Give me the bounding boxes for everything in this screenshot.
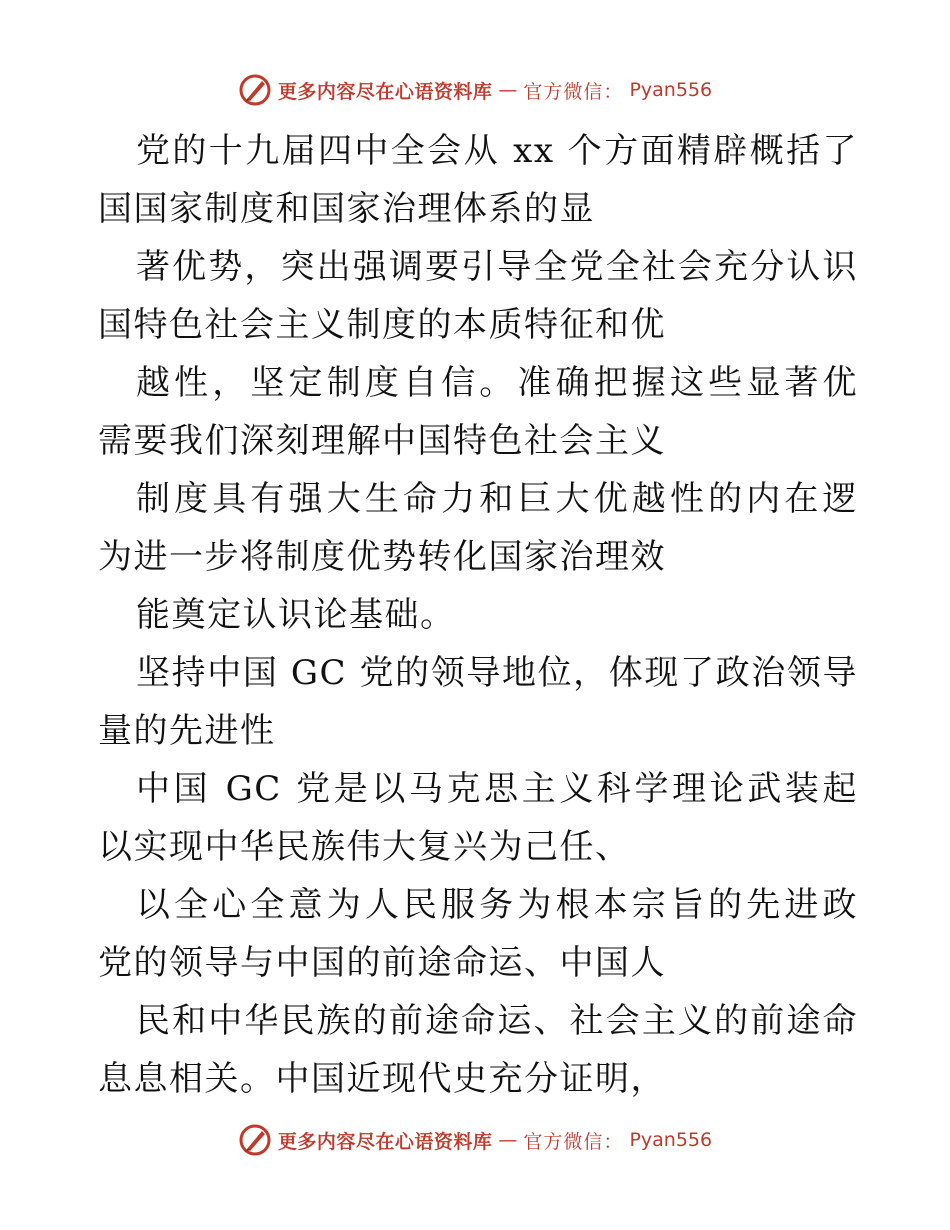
text-line: 以实现中华民族伟大复兴为己任、 <box>98 827 631 867</box>
banner-wechat-label: 官方微信： <box>523 1130 624 1153</box>
text-line: 党的领导与中国的前途命运、中国人 <box>98 943 666 983</box>
text-line: 民和中华民族的前途命运、社会主义的前途命 <box>136 1001 858 1041</box>
text-line: 党的十九届四中全会从 xx 个方面精辟概括了 <box>136 131 858 171</box>
banner-slogan: 更多内容尽在心语资料库 <box>277 1130 493 1153</box>
quill-logo-icon <box>238 73 272 107</box>
text-line: 制度具有强大生命力和巨大优越性的内在逻 <box>136 479 858 519</box>
text-line: 中国 GC 党是以马克思主义科学理论武装起 <box>136 769 858 809</box>
banner-slogan: 更多内容尽在心语资料库 <box>277 80 493 103</box>
body-text <box>98 122 858 1108</box>
text-line: 量的先进性 <box>98 711 276 751</box>
banner-wechat-label: 官方微信： <box>523 80 624 103</box>
banner-wechat-id: Pyan556 <box>629 79 713 101</box>
text-line: 坚持中国 GC 党的领导地位，体现了政治领导 <box>136 653 858 693</box>
banner-separator: — <box>498 1129 518 1151</box>
text-line: 息息相关。中国近现代史充分证明， <box>98 1059 666 1099</box>
text-line: 越性，坚定制度自信。准确把握这些显著优 <box>136 363 858 403</box>
text-line: 需要我们深刻理解中国特色社会主义 <box>98 421 666 461</box>
text-line: 以全心全意为人民服务为根本宗旨的先进政 <box>136 885 858 925</box>
text-line: 国国家制度和国家治理体系的显 <box>98 189 595 229</box>
text-line: 国特色社会主义制度的本质特征和优 <box>98 305 666 345</box>
footer-banner <box>0 1120 950 1160</box>
text-line: 著优势，突出强调要引导全党全社会充分认识 <box>136 247 858 287</box>
text-line: 为进一步将制度优势转化国家治理效 <box>98 537 666 577</box>
text-line: 能奠定认识论基础。 <box>136 595 456 635</box>
header-banner <box>0 70 950 110</box>
banner-separator: — <box>498 79 518 101</box>
banner-wechat-id: Pyan556 <box>629 1129 713 1151</box>
quill-logo-icon <box>238 1123 272 1157</box>
